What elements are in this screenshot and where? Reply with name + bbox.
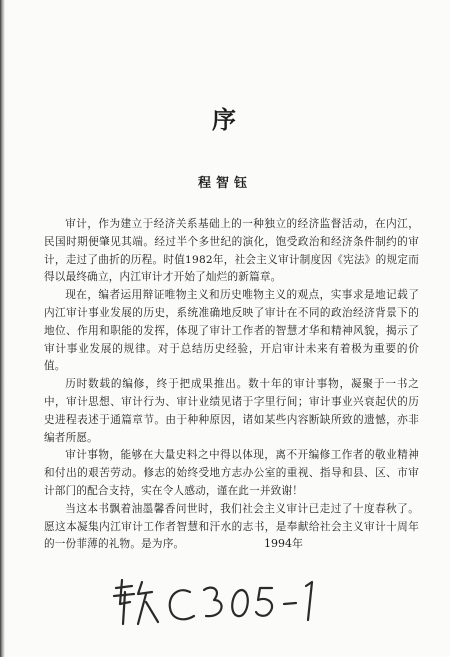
preface-body <box>44 216 419 554</box>
handwritten-catalog-mark-drawing <box>108 574 328 630</box>
paragraph-2: 现在，编者运用辩证唯物主义和历史唯物主义的观点，实事求是地记载了内江审计事业发展的历史，系统准确地反映了审计在不同的政治经济背景下的地位、作用和职能的发挥，体现了审计工作者的智慧才华和精神风貌，揭示了审计事业发展的规律。对于总结历史经验，开启审计未来有着极为重要的价值。 <box>44 289 419 373</box>
preface-title: 序 <box>212 105 238 134</box>
preface-date: 1994年 <box>264 537 303 550</box>
paragraph-5: 当这本书飘着油墨馨香问世时，我们社会主义审计已走过了十度春秋了。愿这本凝集内江审计工作者智慧和汗水的志书，是奉献给社会主义审计十周年的一份菲薄的礼物。是为序。 <box>44 502 419 551</box>
paragraph-3: 历时数载的编修，终于把成果推出。数十年的审计事物，凝聚于一书之中，审计思想、审计行为、审计业绩见诸于字里行间；审计事业兴衰起伏的历史进程表述于通篇章节。由于种种原因，诸如某些内容断缺所致的遗憾，亦非编者所愿。 <box>44 378 419 444</box>
scan-left-edge <box>0 0 5 657</box>
handwritten-catalog-mark <box>108 574 328 630</box>
paragraph-4: 审计事物，能够在大量史料之中得以体现，离不开编修工作者的敬业精神和付出的艰苦劳动。修志的始终受地方志办公室的重视、指导和县、区、市审计部门的配合支持，实在令人感动，谨在此一并致谢！ <box>44 449 419 497</box>
author-name: 程智钰 <box>197 176 252 191</box>
paragraph-1: 审计，作为建立于经济关系基础上的一种独立的经济监督活动，在内江，民国时期便肇见其端。经过半个多世纪的演化，饱受政治和经济条件制约的审计，走过了曲折的历程。时值1982年，社会主义审计制度因《宪法》的规定而得以最终确立，内江审计才开始了灿烂的新篇章。 <box>44 218 419 284</box>
